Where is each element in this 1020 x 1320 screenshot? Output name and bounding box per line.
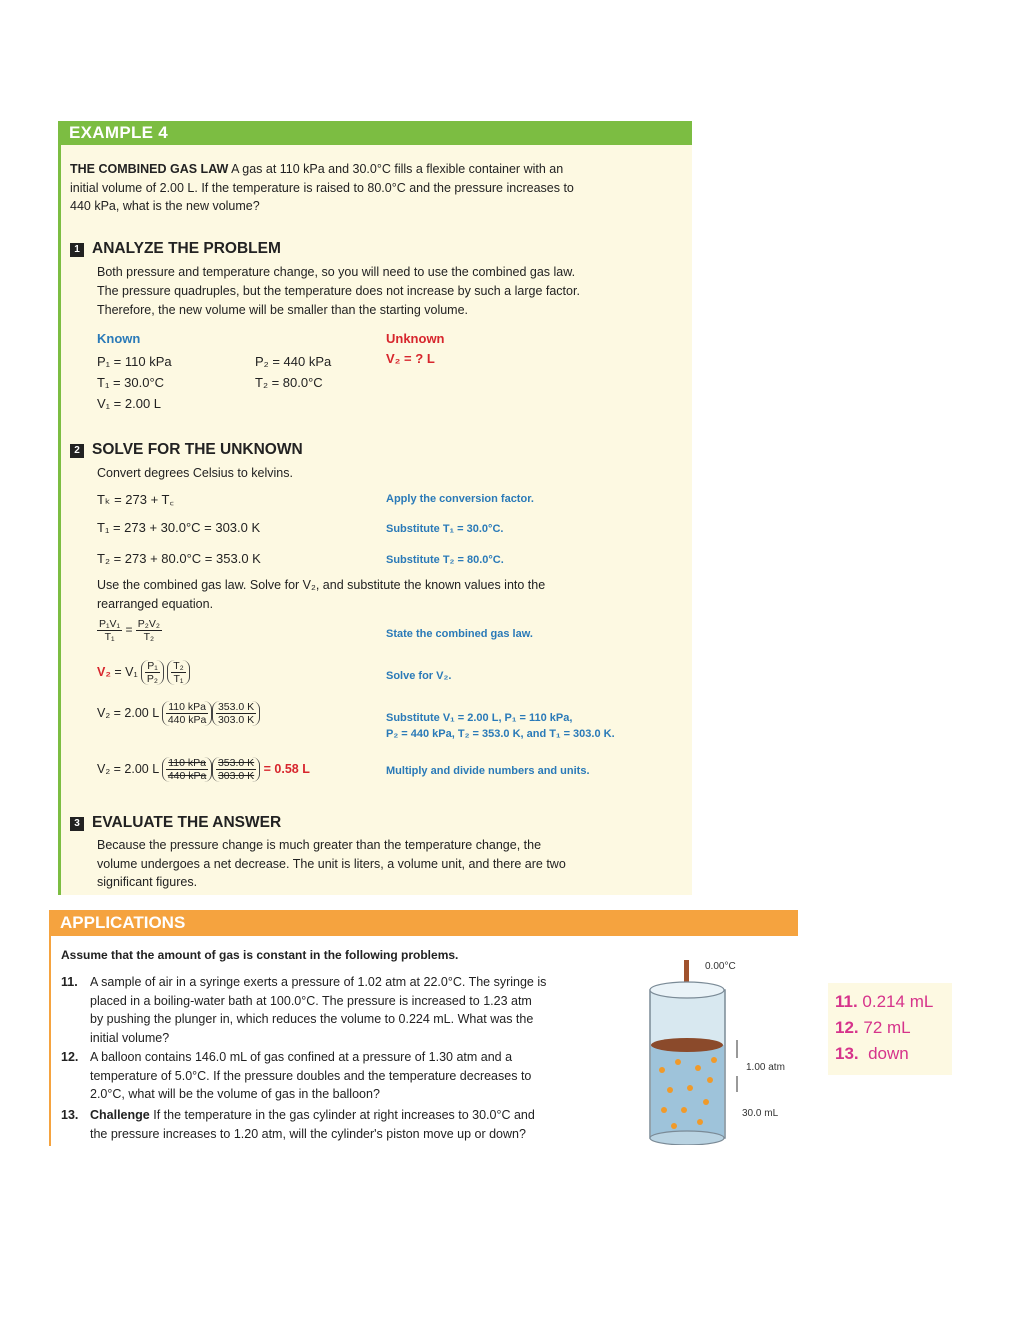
equation-combined-law: $\frac{\text{P₁V₁}}{\text{T₁}}$ = $\frac{\text{P₂V₂}}{\text{T₂}}$ <box>99 618 160 643</box>
note-multiply: Multiply and divide numbers and units. <box>386 765 590 777</box>
analyze-paragraph <box>97 263 687 320</box>
figure-pressure-label: 1.00 atm <box>746 1062 785 1073</box>
example-title: EXAMPLE 4 <box>69 123 169 142</box>
intro-line: A gas at 110 kPa and 30.0°C fills a flexible container with an <box>228 162 564 176</box>
result-value: = 0.58 L <box>263 761 310 776</box>
applications-header-bar <box>49 910 798 936</box>
note-state-law: State the combined gas law. <box>386 628 533 640</box>
known-value: T₁ = 30.0°C <box>97 375 165 390</box>
step-number: 3 <box>70 817 84 831</box>
known-value: P₁ = 110 kPa <box>97 354 172 369</box>
figure-volume-label: 30.0 mL <box>742 1108 779 1119</box>
problem-12: 12. A balloon contains 146.0 mL of gas confined at a pressure of 1.30 atm and a temperature of 5.0°C. If the pressure doubles and the temperature decreases to 2.0°C, what will be the volume of gas in the balloon? <box>61 1050 532 1101</box>
note-substitute: Substitute V₁ = 2.00 L, P₁ = 110 kPa, P₂ = 440 kPa, T₂ = 353.0 K, and T₁ = 303.0 K. <box>386 712 615 740</box>
step-title: EVALUATE THE ANSWER <box>92 814 282 831</box>
answer-12: 12. 72 mL <box>835 1018 911 1037</box>
intro-lead: THE COMBINED GAS LAW <box>70 162 229 176</box>
known-values-col2 <box>255 351 331 393</box>
applications-title: APPLICATIONS <box>60 913 186 932</box>
example-intro <box>70 160 686 216</box>
problem-11: 11. A sample of air in a syringe exerts a pressure of 1.02 atm at 22.0°C. The syringe is placed in a boiling-water bath at 100.0°C. The pressure is increased to 1.23 atm by pushing the plunger in, which reduces the volume to 0.224 mL. What was the initial volume? <box>61 975 547 1045</box>
known-value: V₁ = 2.00 L <box>97 396 162 411</box>
equation-solve-v2: V₂ = V₁ $\frac{\text{P₁}}{\text{P₂}}$ $\frac{\text{T₂}}{\text{T₁}}$ <box>97 660 190 685</box>
step-analyze-heading <box>70 240 281 258</box>
known-values-col1 <box>97 351 172 414</box>
problem-13: 13. Challenge If the temperature in the gas cylinder at right increases to 30.0°C and the pressure increases to 1.20 atm, will the cylinder's piston move up or down? <box>61 1108 535 1141</box>
intro-line: initial volume of 2.00 L. If the temperature is raised to 80.0°C and the pressure increases to <box>70 180 574 195</box>
step-solve-heading <box>70 441 303 459</box>
conversion-formula: Tₖ = 273 + T꜀ <box>97 492 175 507</box>
unknown-label: Unknown <box>386 331 445 346</box>
known-value: T₂ = 80.0°C <box>255 375 323 390</box>
analyze-line: The pressure quadruples, but the temperature does not increase by such a large factor. <box>97 284 580 298</box>
step-evaluate-heading <box>70 814 281 832</box>
applications-lead: Assume that the amount of gas is constant in the following problems. <box>61 948 459 962</box>
applications-border <box>49 936 51 1146</box>
answer-box <box>828 983 952 1075</box>
note-sub-t2: Substitute T₂ = 80.0°C. <box>386 554 504 566</box>
step-number: 2 <box>70 444 84 458</box>
conversion-t2: T₂ = 273 + 80.0°C = 353.0 K <box>97 551 261 566</box>
evaluate-line: significant figures. <box>97 875 198 889</box>
answer-11: 11. 0.214 mL <box>835 992 934 1011</box>
answer-13: 13. down <box>835 1044 909 1063</box>
evaluate-paragraph <box>97 836 687 892</box>
evaluate-line: volume undergoes a net decrease. The unit is liters, a volume unit, and there are two <box>97 856 566 871</box>
note-solve-v2: Solve for V₂. <box>386 670 452 682</box>
step-title: ANALYZE THE PROBLEM <box>92 240 281 257</box>
solve-paragraph <box>97 576 687 614</box>
solve-line: Use the combined gas law. Solve for V₂, and substitute the known values into the <box>97 578 546 592</box>
intro-line: 440 kPa, what is the new volume? <box>70 199 260 213</box>
unknown-value: V₂ = ? L <box>386 351 435 366</box>
known-label: Known <box>97 331 141 346</box>
note-sub-t1: Substitute T₁ = 30.0°C. <box>386 523 504 535</box>
example-header-bar <box>58 121 692 145</box>
example-border <box>58 145 61 895</box>
solve-line: rearranged equation. <box>97 597 214 611</box>
note-conversion: Apply the conversion factor. <box>386 493 534 505</box>
step-number: 1 <box>70 243 84 257</box>
analyze-line: Both pressure and temperature change, so you will need to use the combined gas law. <box>97 265 576 279</box>
equation-result: V₂ = 2.00 L $\frac{\text{110 kPa}}{\text{440 kPa}}$ $\frac{353.0 K}{303.0 K}$ = 0.58 L <box>97 757 310 782</box>
equation-substitute: V₂ = 2.00 L $\frac{\text{110 kPa}}{\text{440 kPa}}$ $\frac{353.0 K}{303.0 K}$ <box>97 701 260 726</box>
solve-intro: Convert degrees Celsius to kelvins. <box>97 466 293 480</box>
evaluate-line: Because the pressure change is much greater than the temperature change, the <box>97 838 542 852</box>
conversion-t1: T₁ = 273 + 30.0°C = 303.0 K <box>97 520 261 535</box>
figure-temp-label: 0.00°C <box>705 961 736 972</box>
step-title: SOLVE FOR THE UNKNOWN <box>92 441 303 458</box>
known-value: P₂ = 440 kPa <box>255 354 332 369</box>
analyze-line: Therefore, the new volume will be smaller than the starting volume. <box>97 303 469 317</box>
